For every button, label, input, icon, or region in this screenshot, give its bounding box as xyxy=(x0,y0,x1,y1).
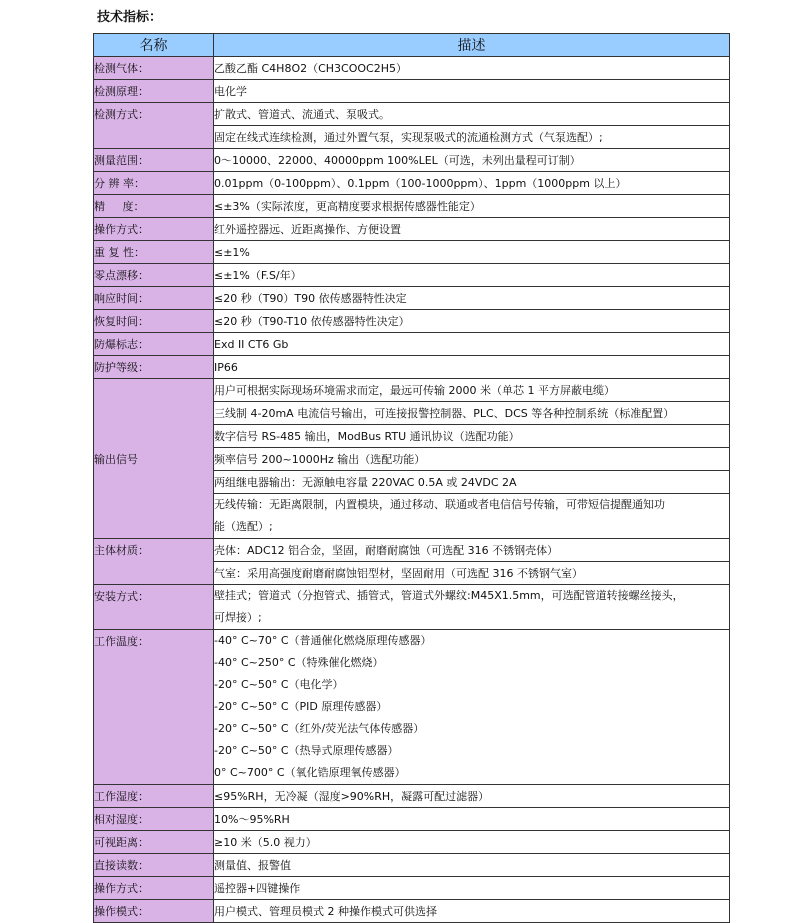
row-value: 数字信号 RS-485 输出，ModBus RTU 通讯协议（选配功能） xyxy=(214,425,730,448)
row-value-line: 壁挂式；管道式（分抱管式、插管式，管道式外螺纹:M45X1.5mm，可选配管道转接螺丝接头， xyxy=(214,589,684,602)
row-label: 检测气体： xyxy=(94,57,214,80)
table-row xyxy=(94,356,730,379)
table-row xyxy=(94,585,730,630)
table-header-row xyxy=(94,34,730,57)
row-value: Exd II CT6 Gb xyxy=(214,333,730,356)
table-row xyxy=(94,877,730,900)
table-row xyxy=(94,630,730,785)
table-row xyxy=(94,808,730,831)
row-label: 工作温度： xyxy=(94,630,214,785)
row-label: 工作湿度： xyxy=(94,785,214,808)
row-value: 扩散式、管道式、流通式、泵吸式。 xyxy=(214,103,730,126)
row-label: 相对湿度： xyxy=(94,808,214,831)
row-label: 可视距离： xyxy=(94,831,214,854)
table-row xyxy=(94,379,730,402)
row-value-line: -20° C~50° C（PID 原理传感器） xyxy=(214,700,388,713)
row-value: ≤20 秒（T90）T90 依传感器特性决定 xyxy=(214,287,730,310)
row-value: ≤95%RH，无冷凝（湿度>90%RH，凝露可配过滤器） xyxy=(214,785,730,808)
table-row xyxy=(94,264,730,287)
row-value: 壳体：ADC12 铝合金，坚固，耐磨耐腐蚀（可选配 316 不锈钢壳体） xyxy=(214,539,730,562)
table-row xyxy=(94,539,730,562)
table-row xyxy=(94,854,730,877)
row-value: 频率信号 200~1000Hz 输出（选配功能） xyxy=(214,448,730,471)
table-row xyxy=(94,310,730,333)
row-label: 重 复 性： xyxy=(94,241,214,264)
table-row xyxy=(94,900,730,923)
table-row xyxy=(94,241,730,264)
row-value: ≤±1% xyxy=(214,241,730,264)
row-label: 分 辨 率： xyxy=(94,172,214,195)
row-value-line: 能（选配）; xyxy=(214,520,273,533)
row-value: 气室：采用高强度耐磨耐腐蚀铝型材，坚固耐用（可选配 316 不锈钢气室） xyxy=(214,562,730,585)
row-value: 遥控器+四键操作 xyxy=(214,877,730,900)
spec-table xyxy=(93,33,730,923)
row-label: 检测原理： xyxy=(94,80,214,103)
table-row xyxy=(94,195,730,218)
row-label: 主体材质： xyxy=(94,539,214,585)
row-value-line: 可焊接）; xyxy=(214,611,262,624)
table-row xyxy=(94,831,730,854)
row-value: 三线制 4-20mA 电流信号输出，可连接报警控制器、PLC、DCS 等各种控制系统（标准配置） xyxy=(214,402,730,425)
row-value: ≤±1%（F.S/年） xyxy=(214,264,730,287)
row-label: 操作模式： xyxy=(94,900,214,923)
row-value xyxy=(214,585,730,630)
row-value: 两组继电器输出：无源触电容量 220VAC 0.5A 或 24VDC 2A xyxy=(214,471,730,494)
row-value-line: -40° C~70° C（普通催化燃烧原理传感器） xyxy=(214,634,432,647)
row-value: ≤±3%（实际浓度，更高精度要求根据传感器性能定） xyxy=(214,195,730,218)
row-value: 乙酸乙酯 C4H8O2（CH3COOC2H5） xyxy=(214,57,730,80)
row-label: 操作方式： xyxy=(94,877,214,900)
row-label: 响应时间： xyxy=(94,287,214,310)
row-value-line: -40° C~250° C（特殊催化燃烧） xyxy=(214,656,384,669)
row-value: 0～10000、22000、40000ppm 100%LEL（可选，未列出量程可订制） xyxy=(214,149,730,172)
row-value-line: 0° C~700° C（氧化锆原理氧传感器） xyxy=(214,766,406,779)
row-value: IP66 xyxy=(214,356,730,379)
row-value: 用户可根据实际现场环境需求而定，最远可传输 2000 米（单芯 1 平方屏蔽电缆） xyxy=(214,379,730,402)
row-label: 操作方式： xyxy=(94,218,214,241)
row-value-line: -20° C~50° C（热导式原理传感器） xyxy=(214,744,399,757)
table-row xyxy=(94,172,730,195)
row-value: 测量值、报警值 xyxy=(214,854,730,877)
row-value: 红外遥控器远、近距离操作、方便设置 xyxy=(214,218,730,241)
row-label: 防爆标志： xyxy=(94,333,214,356)
row-value: 0.01ppm（0-100ppm）、0.1ppm（100-1000ppm）、1ppm（1000ppm 以上） xyxy=(214,172,730,195)
row-label: 检测方式： xyxy=(94,103,214,149)
row-value xyxy=(214,494,730,539)
row-label: 输出信号 xyxy=(94,379,214,539)
row-value: 用户模式、管理员模式 2 种操作模式可供选择 xyxy=(214,900,730,923)
table-row xyxy=(94,785,730,808)
row-label: 恢复时间： xyxy=(94,310,214,333)
row-value: 固定在线式连续检测，通过外置气泵，实现泵吸式的流通检测方式（气泵选配）; xyxy=(214,126,730,149)
column-header-name: 名称 xyxy=(94,34,214,57)
row-value: 10%～95%RH xyxy=(214,808,730,831)
row-value-line: 无线传输：无距离限制，内置模块，通过移动、联通或者电信信号传输，可带短信提醒通知功 xyxy=(214,498,665,511)
table-row xyxy=(94,80,730,103)
row-value xyxy=(214,630,730,785)
section-heading: 技术指标： xyxy=(97,10,163,25)
row-label: 零点漂移： xyxy=(94,264,214,287)
table-row xyxy=(94,149,730,172)
table-row xyxy=(94,103,730,126)
table-row xyxy=(94,57,730,80)
row-label: 直接读数： xyxy=(94,854,214,877)
row-label: 精 度： xyxy=(94,195,214,218)
table-row xyxy=(94,333,730,356)
row-label: 测量范围： xyxy=(94,149,214,172)
column-header-desc: 描述 xyxy=(214,34,730,57)
row-value: 电化学 xyxy=(214,80,730,103)
row-value-line: -20° C~50° C（红外/荧光法气体传感器） xyxy=(214,722,425,735)
table-row xyxy=(94,218,730,241)
row-value: ≤20 秒（T90-T10 依传感器特性决定） xyxy=(214,310,730,333)
row-label: 防护等级： xyxy=(94,356,214,379)
table-row xyxy=(94,287,730,310)
row-value: ≥10 米（5.0 视力） xyxy=(214,831,730,854)
row-value-line: -20° C~50° C（电化学） xyxy=(214,678,344,691)
row-label: 安装方式： xyxy=(94,585,214,630)
